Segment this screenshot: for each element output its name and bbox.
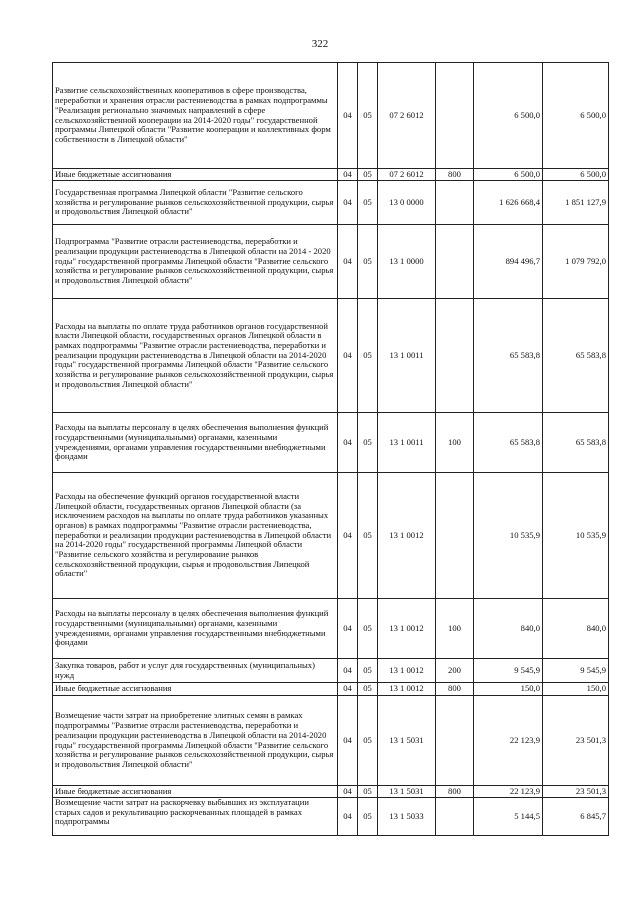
page-number: 322 bbox=[311, 38, 329, 50]
amount-year-2: 10 535,9 bbox=[543, 473, 609, 599]
section-code: 04 bbox=[338, 473, 358, 599]
subsection-code: 05 bbox=[358, 473, 378, 599]
table-row bbox=[53, 599, 609, 659]
amount-year-2: 23 501,3 bbox=[543, 696, 609, 786]
section-code: 04 bbox=[338, 696, 358, 786]
amount-year-1: 65 583,8 bbox=[474, 413, 543, 473]
table-row bbox=[53, 473, 609, 599]
subsection-code: 05 bbox=[358, 169, 378, 181]
expense-type-code bbox=[436, 798, 474, 836]
amount-year-1: 22 123,9 bbox=[474, 786, 543, 798]
expense-name: Иные бюджетные ассигнования bbox=[53, 683, 338, 696]
section-code: 04 bbox=[338, 181, 358, 225]
expense-name: Иные бюджетные ассигнования bbox=[53, 786, 338, 798]
target-article-code: 13 1 0012 bbox=[378, 683, 436, 696]
amount-year-1: 10 535,9 bbox=[474, 473, 543, 599]
target-article-code: 13 1 0012 bbox=[378, 473, 436, 599]
table-row bbox=[53, 413, 609, 473]
expense-name: Возмещение части затрат на приобретение элитных семян в рамках подпрограммы "Развитие отрасли растениеводства, переработки и реализации продукции растениеводства в Липецкой области на 2014-2020 годы" государственной программы Липецкой области "Развитие сельского хозяйства и регулирование рынков сельскохозяйственной продукции, сырья и продовольствия Липецкой области" bbox=[53, 696, 338, 786]
table-row bbox=[53, 181, 609, 225]
subsection-code: 05 bbox=[358, 683, 378, 696]
subsection-code: 05 bbox=[358, 599, 378, 659]
subsection-code: 05 bbox=[358, 786, 378, 798]
amount-year-1: 840,0 bbox=[474, 599, 543, 659]
subsection-code: 05 bbox=[358, 798, 378, 836]
amount-year-1: 5 144,5 bbox=[474, 798, 543, 836]
section-code: 04 bbox=[338, 659, 358, 683]
expense-type-code bbox=[436, 181, 474, 225]
section-code: 04 bbox=[338, 299, 358, 413]
amount-year-1: 1 626 668,4 bbox=[474, 181, 543, 225]
budget-table-body bbox=[53, 63, 609, 836]
section-code: 04 bbox=[338, 413, 358, 473]
table-row bbox=[53, 683, 609, 696]
table-row bbox=[53, 659, 609, 683]
amount-year-2: 9 545,9 bbox=[543, 659, 609, 683]
expense-type-code bbox=[436, 299, 474, 413]
target-article-code: 13 1 0011 bbox=[378, 413, 436, 473]
amount-year-2: 6 845,7 bbox=[543, 798, 609, 836]
section-code: 04 bbox=[338, 683, 358, 696]
target-article-code: 13 0 0000 bbox=[378, 181, 436, 225]
expense-name: Закупка товаров, работ и услуг для государственных (муниципальных) нужд bbox=[53, 659, 338, 683]
expense-type-code bbox=[436, 63, 474, 169]
subsection-code: 05 bbox=[358, 181, 378, 225]
expense-type-code bbox=[436, 225, 474, 299]
subsection-code: 05 bbox=[358, 413, 378, 473]
table-row bbox=[53, 696, 609, 786]
section-code: 04 bbox=[338, 786, 358, 798]
subsection-code: 05 bbox=[358, 299, 378, 413]
expense-name: Иные бюджетные ассигнования bbox=[53, 169, 338, 181]
section-code: 04 bbox=[338, 599, 358, 659]
target-article-code: 13 1 0011 bbox=[378, 299, 436, 413]
budget-table bbox=[52, 62, 609, 836]
expense-type-code: 800 bbox=[436, 786, 474, 798]
amount-year-2: 840,0 bbox=[543, 599, 609, 659]
section-code: 04 bbox=[338, 169, 358, 181]
amount-year-1: 9 545,9 bbox=[474, 659, 543, 683]
expense-type-code bbox=[436, 473, 474, 599]
amount-year-1: 6 500,0 bbox=[474, 63, 543, 169]
amount-year-2: 65 583,8 bbox=[543, 413, 609, 473]
target-article-code: 13 1 5031 bbox=[378, 696, 436, 786]
amount-year-2: 1 079 792,0 bbox=[543, 225, 609, 299]
section-code: 04 bbox=[338, 225, 358, 299]
expense-type-code: 100 bbox=[436, 599, 474, 659]
section-code: 04 bbox=[338, 63, 358, 169]
expense-type-code: 800 bbox=[436, 683, 474, 696]
target-article-code: 13 1 0012 bbox=[378, 659, 436, 683]
subsection-code: 05 bbox=[358, 63, 378, 169]
expense-name: Государственная программа Липецкой области "Развитие сельского хозяйства и регулирование рынков сельскохозяйственной продукции, сырья и продовольствия Липецкой области" bbox=[53, 181, 338, 225]
amount-year-1: 894 496,7 bbox=[474, 225, 543, 299]
target-article-code: 13 1 0000 bbox=[378, 225, 436, 299]
amount-year-2: 65 583,8 bbox=[543, 299, 609, 413]
expense-type-code: 100 bbox=[436, 413, 474, 473]
amount-year-2: 1 851 127,9 bbox=[543, 181, 609, 225]
expense-name: Возмещение части затрат на раскорчевку выбывших из эксплуатации старых садов и рекультивацию раскорчеванных площадей в рамках подпрограммы bbox=[53, 798, 338, 836]
table-row bbox=[53, 299, 609, 413]
amount-year-1: 65 583,8 bbox=[474, 299, 543, 413]
target-article-code: 07 2 6012 bbox=[378, 63, 436, 169]
amount-year-2: 6 500,0 bbox=[543, 63, 609, 169]
subsection-code: 05 bbox=[358, 696, 378, 786]
target-article-code: 13 1 0012 bbox=[378, 599, 436, 659]
subsection-code: 05 bbox=[358, 225, 378, 299]
target-article-code: 13 1 5033 bbox=[378, 798, 436, 836]
amount-year-1: 150,0 bbox=[474, 683, 543, 696]
amount-year-2: 6 500,0 bbox=[543, 169, 609, 181]
table-row bbox=[53, 225, 609, 299]
table-row bbox=[53, 169, 609, 181]
target-article-code: 13 1 5031 bbox=[378, 786, 436, 798]
expense-name: Расходы на обеспечение функций органов государственной власти Липецкой области, государственных органов Липецкой области (за исключением расходов на выплаты по оплате труда работников указанных органов) в рамках подпрограммы "Развитие отрасли растениеводства, переработки и реализации продукции растениеводства в Липецкой области на 2014-2020 годы" государственной программы Липецкой области "Развитие сельского хозяйства и регулирование рынков сельскохозяйственной продукции, сырья и продовольствия Липецкой области" bbox=[53, 473, 338, 599]
expense-type-code: 200 bbox=[436, 659, 474, 683]
expense-name: Расходы на выплаты персоналу в целях обеспечения выполнения функций государственными (муниципальными) органами, казенными учреждениями, органами управления государственными внебюджетными фондами bbox=[53, 599, 338, 659]
table-row bbox=[53, 786, 609, 798]
section-code: 04 bbox=[338, 798, 358, 836]
amount-year-1: 22 123,9 bbox=[474, 696, 543, 786]
amount-year-2: 23 501,3 bbox=[543, 786, 609, 798]
amount-year-1: 6 500,0 bbox=[474, 169, 543, 181]
expense-type-code bbox=[436, 696, 474, 786]
expense-name: Развитие сельскохозяйственных кооперативов в сфере производства, переработки и хранения отрасли растениеводства в рамках подпрограммы "Реализация регионально значимых направлений в сфере сельскохозяйственной кооперации на 2014-2020 годы" государственной программы Липецкой области "Развитие кооперации и коллективных форм собственности в Липецкой области" bbox=[53, 63, 338, 169]
table-row bbox=[53, 798, 609, 836]
expense-type-code: 800 bbox=[436, 169, 474, 181]
table-row bbox=[53, 63, 609, 169]
subsection-code: 05 bbox=[358, 659, 378, 683]
expense-name: Расходы на выплаты по оплате труда работников органов государственной власти Липецкой области, государственных органов Липецкой области в рамках подпрограммы "Развитие отрасли растениеводства, переработки и реализации продукции растениеводства в Липецкой области на 2014-2020 годы" государственной программы Липецкой области "Развитие сельского хозяйства и регулирование рынков сельскохозяйственной продукции, сырья и продовольствия Липецкой области" bbox=[53, 299, 338, 413]
expense-name: Подпрограмма "Развитие отрасли растениеводства, переработки и реализации продукции растениеводства в Липецкой области на 2014 - 2020 годы" государственной программы Липецкой области "Развитие сельского хозяйства и регулирование рынков сельскохозяйственной продукции, сырья и продовольствия Липецкой области" bbox=[53, 225, 338, 299]
expense-name: Расходы на выплаты персоналу в целях обеспечения выполнения функций государственными (муниципальными) органами, казенными учреждениями, органами управления государственными внебюджетными фондами bbox=[53, 413, 338, 473]
amount-year-2: 150,0 bbox=[543, 683, 609, 696]
target-article-code: 07 2 6012 bbox=[378, 169, 436, 181]
